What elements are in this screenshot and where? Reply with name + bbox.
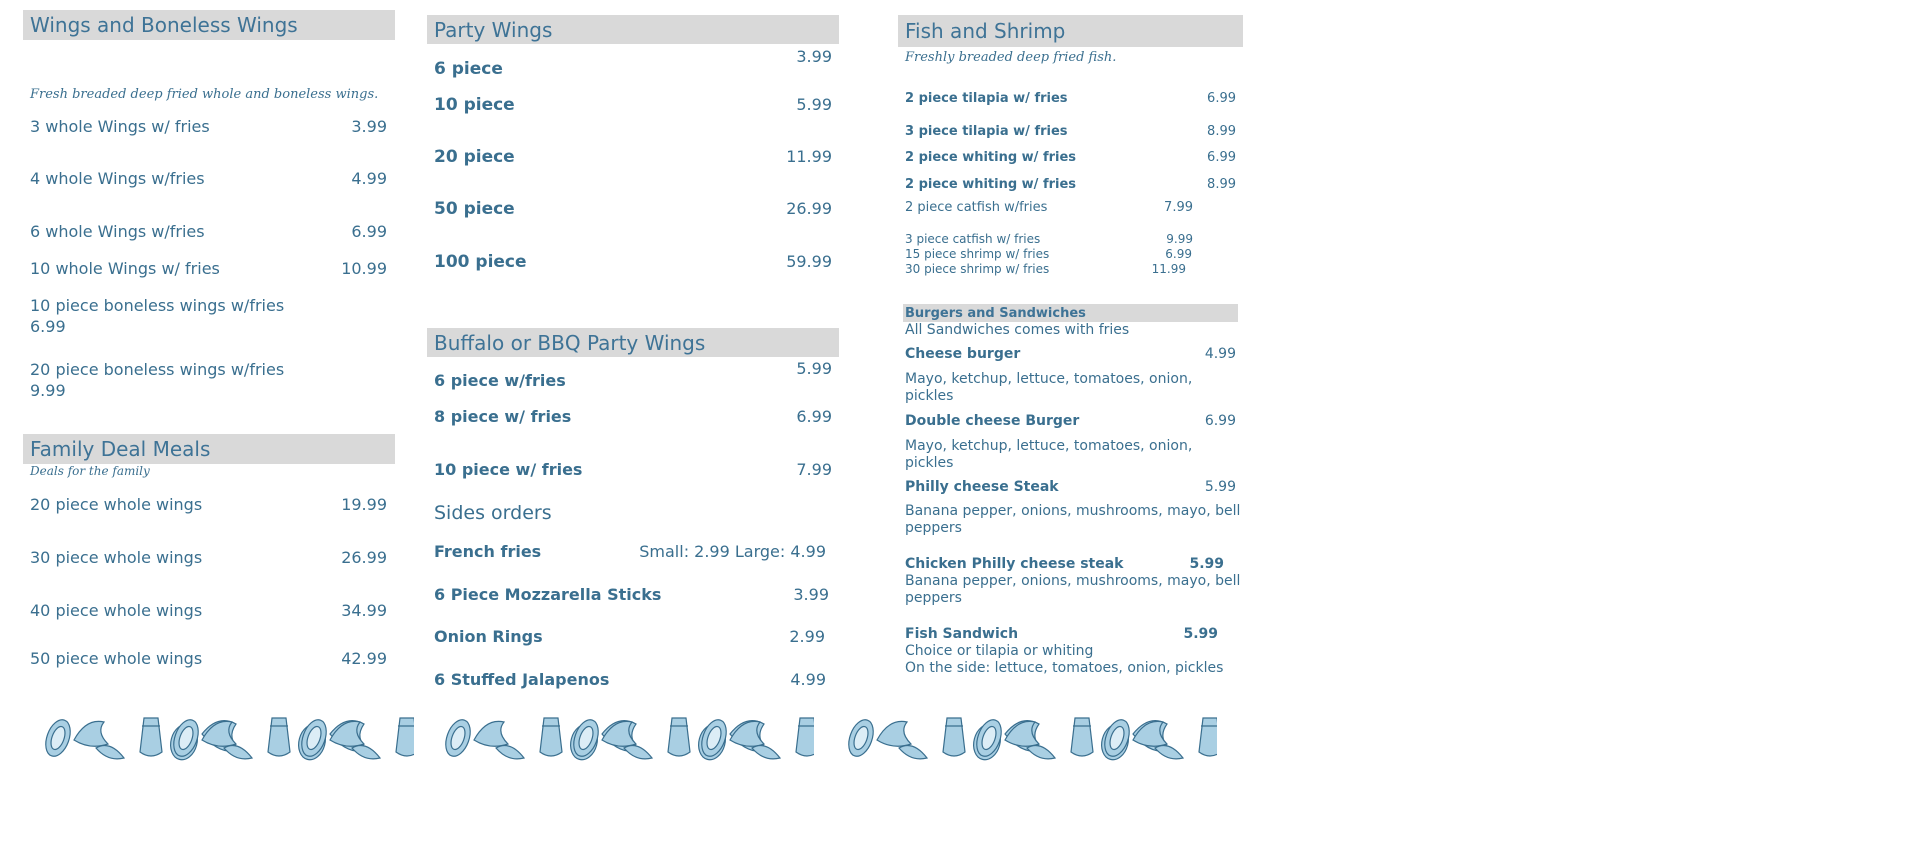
menu-item-name: 2 piece whiting w/ fries bbox=[905, 177, 1077, 192]
menu-item-price: 6.99 bbox=[1207, 91, 1236, 106]
menu-item-price: 6.99 bbox=[796, 407, 832, 426]
menu-item-price: 5.99 bbox=[1189, 556, 1224, 572]
menu-item-name: 6 piece bbox=[434, 59, 503, 79]
menu-item-price: 5.99 bbox=[796, 95, 832, 114]
fish-section-subtitle: Freshly breaded deep fried fish. bbox=[905, 50, 1117, 65]
menu-item-price: 6.99 bbox=[1165, 247, 1192, 261]
menu-item-price: 4.99 bbox=[351, 169, 387, 188]
fish-section-title: Fish and Shrimp bbox=[905, 19, 1066, 43]
menu-item-price: 6.99 bbox=[1204, 413, 1236, 429]
party-section-header bbox=[427, 15, 839, 44]
fish-and-salt-shaker-border-icon bbox=[847, 708, 1217, 766]
menu-item-price: 59.99 bbox=[786, 252, 832, 271]
menu-item-name: 4 whole Wings w/fries bbox=[30, 169, 205, 188]
menu-item-price: 11.99 bbox=[1151, 262, 1186, 276]
fish-section-header bbox=[898, 15, 1243, 47]
menu-item-name: 3 piece tilapia w/ fries bbox=[905, 124, 1068, 139]
menu-item-price: 34.99 bbox=[341, 601, 387, 620]
menu-item-name: 6 whole Wings w/fries bbox=[30, 222, 205, 241]
menu-item-name: Chicken Philly cheese steak bbox=[905, 556, 1124, 572]
menu-item-price: 7.99 bbox=[1164, 200, 1193, 215]
party-section-title: Party Wings bbox=[434, 17, 553, 42]
buffalo-section-title: Buffalo or BBQ Party Wings bbox=[434, 330, 706, 355]
menu-item-price: 8.99 bbox=[1207, 124, 1236, 139]
sides-section-title: Sides orders bbox=[434, 502, 552, 524]
menu-item-name: Cheese burger bbox=[905, 346, 1021, 362]
menu-item-name: 2 piece catfish w/fries bbox=[905, 200, 1048, 215]
menu-item-name: 6 piece w/fries bbox=[434, 371, 566, 390]
menu-item-name: 20 piece whole wings bbox=[30, 495, 203, 514]
menu-item-name: 30 piece shrimp w/ fries bbox=[905, 262, 1050, 276]
menu-item-price: 3.99 bbox=[793, 585, 829, 604]
menu-item-price: 42.99 bbox=[341, 649, 387, 668]
menu-item-name: 3 piece catfish w/ fries bbox=[905, 232, 1041, 246]
menu-item-price: 4.99 bbox=[1204, 346, 1236, 362]
menu-item-name: French fries bbox=[434, 542, 542, 561]
menu-item-price: 10.99 bbox=[341, 259, 387, 278]
menu-item-description: Banana pepper, onions, mushrooms, mayo, bell bbox=[905, 573, 1241, 589]
menu-item-name: Double cheese Burger bbox=[905, 413, 1080, 429]
menu-item-price: 3.99 bbox=[796, 47, 832, 66]
menu-item-price: 6.99 bbox=[30, 317, 66, 336]
wings-section-title: Wings and Boneless Wings bbox=[30, 13, 298, 37]
family-section-subtitle: Deals for the family bbox=[30, 464, 150, 478]
menu-item-description: pickles bbox=[905, 455, 954, 471]
burgers-section-subtitle: All Sandwiches comes with fries bbox=[905, 322, 1130, 338]
menu-item-description: peppers bbox=[905, 590, 962, 606]
menu-item-name: 2 piece tilapia w/ fries bbox=[905, 91, 1068, 106]
menu-item-name: Onion Rings bbox=[434, 627, 543, 646]
menu-item-name: Fish Sandwich bbox=[905, 626, 1019, 642]
menu-item-price: 11.99 bbox=[786, 147, 832, 166]
burgers-section-header bbox=[903, 304, 1238, 322]
menu-item-price: 26.99 bbox=[341, 548, 387, 567]
menu-item-price: 7.99 bbox=[796, 460, 832, 479]
menu-item-name: 20 piece boneless wings w/fries bbox=[30, 360, 285, 379]
menu-item-description: peppers bbox=[905, 520, 962, 536]
menu-item-price: 6.99 bbox=[1207, 150, 1236, 165]
menu-item-description: Mayo, ketchup, lettuce, tomatoes, onion, bbox=[905, 438, 1193, 454]
menu-item-name: 10 piece w/ fries bbox=[434, 460, 583, 479]
family-section-header bbox=[23, 434, 395, 464]
fish-and-salt-shaker-border-icon bbox=[44, 708, 414, 766]
menu-item-name: 10 whole Wings w/ fries bbox=[30, 259, 220, 278]
menu-item-price: 3.99 bbox=[351, 117, 387, 136]
menu-item-name: 20 piece bbox=[434, 147, 515, 167]
menu-item-name: 2 piece whiting w/ fries bbox=[905, 150, 1077, 165]
menu-item-price: 4.99 bbox=[790, 670, 826, 689]
menu-item-name: 3 whole Wings w/ fries bbox=[30, 117, 210, 136]
menu-item-name: 15 piece shrimp w/ fries bbox=[905, 247, 1050, 261]
menu-item-name: 50 piece bbox=[434, 199, 515, 219]
buffalo-section-header bbox=[427, 328, 839, 357]
menu-item-price: 19.99 bbox=[341, 495, 387, 514]
menu-item-price: 9.99 bbox=[1166, 232, 1193, 246]
menu-item-price: 9.99 bbox=[30, 381, 66, 400]
fish-and-salt-shaker-border-icon bbox=[444, 708, 814, 766]
menu-item-price: 5.99 bbox=[796, 359, 832, 378]
menu-item-description: pickles bbox=[905, 388, 954, 404]
menu-item-name: 6 Stuffed Jalapenos bbox=[434, 670, 610, 689]
wings-section-subtitle: Fresh breaded deep fried whole and boneless wings. bbox=[30, 87, 379, 102]
menu-item-price: 6.99 bbox=[351, 222, 387, 241]
menu-item-name: 100 piece bbox=[434, 252, 527, 272]
menu-item-description: On the side: lettuce, tomatoes, onion, pickles bbox=[905, 660, 1224, 676]
menu-item-name: 6 Piece Mozzarella Sticks bbox=[434, 585, 662, 604]
menu-item-price: 5.99 bbox=[1183, 626, 1218, 642]
menu-item-price: 26.99 bbox=[786, 199, 832, 218]
menu-item-name: 50 piece whole wings bbox=[30, 649, 203, 668]
menu-item-name: 40 piece whole wings bbox=[30, 601, 203, 620]
menu-item-description: Choice or tilapia or whiting bbox=[905, 643, 1094, 659]
wings-section-header bbox=[23, 10, 395, 40]
menu-item-description: Banana pepper, onions, mushrooms, mayo, bell bbox=[905, 503, 1241, 519]
menu-item-name: 8 piece w/ fries bbox=[434, 407, 572, 426]
menu-item-description: Mayo, ketchup, lettuce, tomatoes, onion, bbox=[905, 371, 1193, 387]
burgers-section-title: Burgers and Sandwiches bbox=[905, 305, 1086, 321]
menu-item-name: 30 piece whole wings bbox=[30, 548, 203, 567]
family-section-title: Family Deal Meals bbox=[30, 437, 211, 461]
menu-item-price: 2.99 bbox=[789, 627, 825, 646]
menu-item-price: 5.99 bbox=[1204, 479, 1236, 495]
menu-item-name: 10 piece boneless wings w/fries bbox=[30, 296, 285, 315]
menu-item-name: 10 piece bbox=[434, 95, 515, 115]
menu-item-price: Small: 2.99 Large: 4.99 bbox=[639, 542, 826, 561]
menu-item-price: 8.99 bbox=[1207, 177, 1236, 192]
menu-item-name: Philly cheese Steak bbox=[905, 479, 1059, 495]
